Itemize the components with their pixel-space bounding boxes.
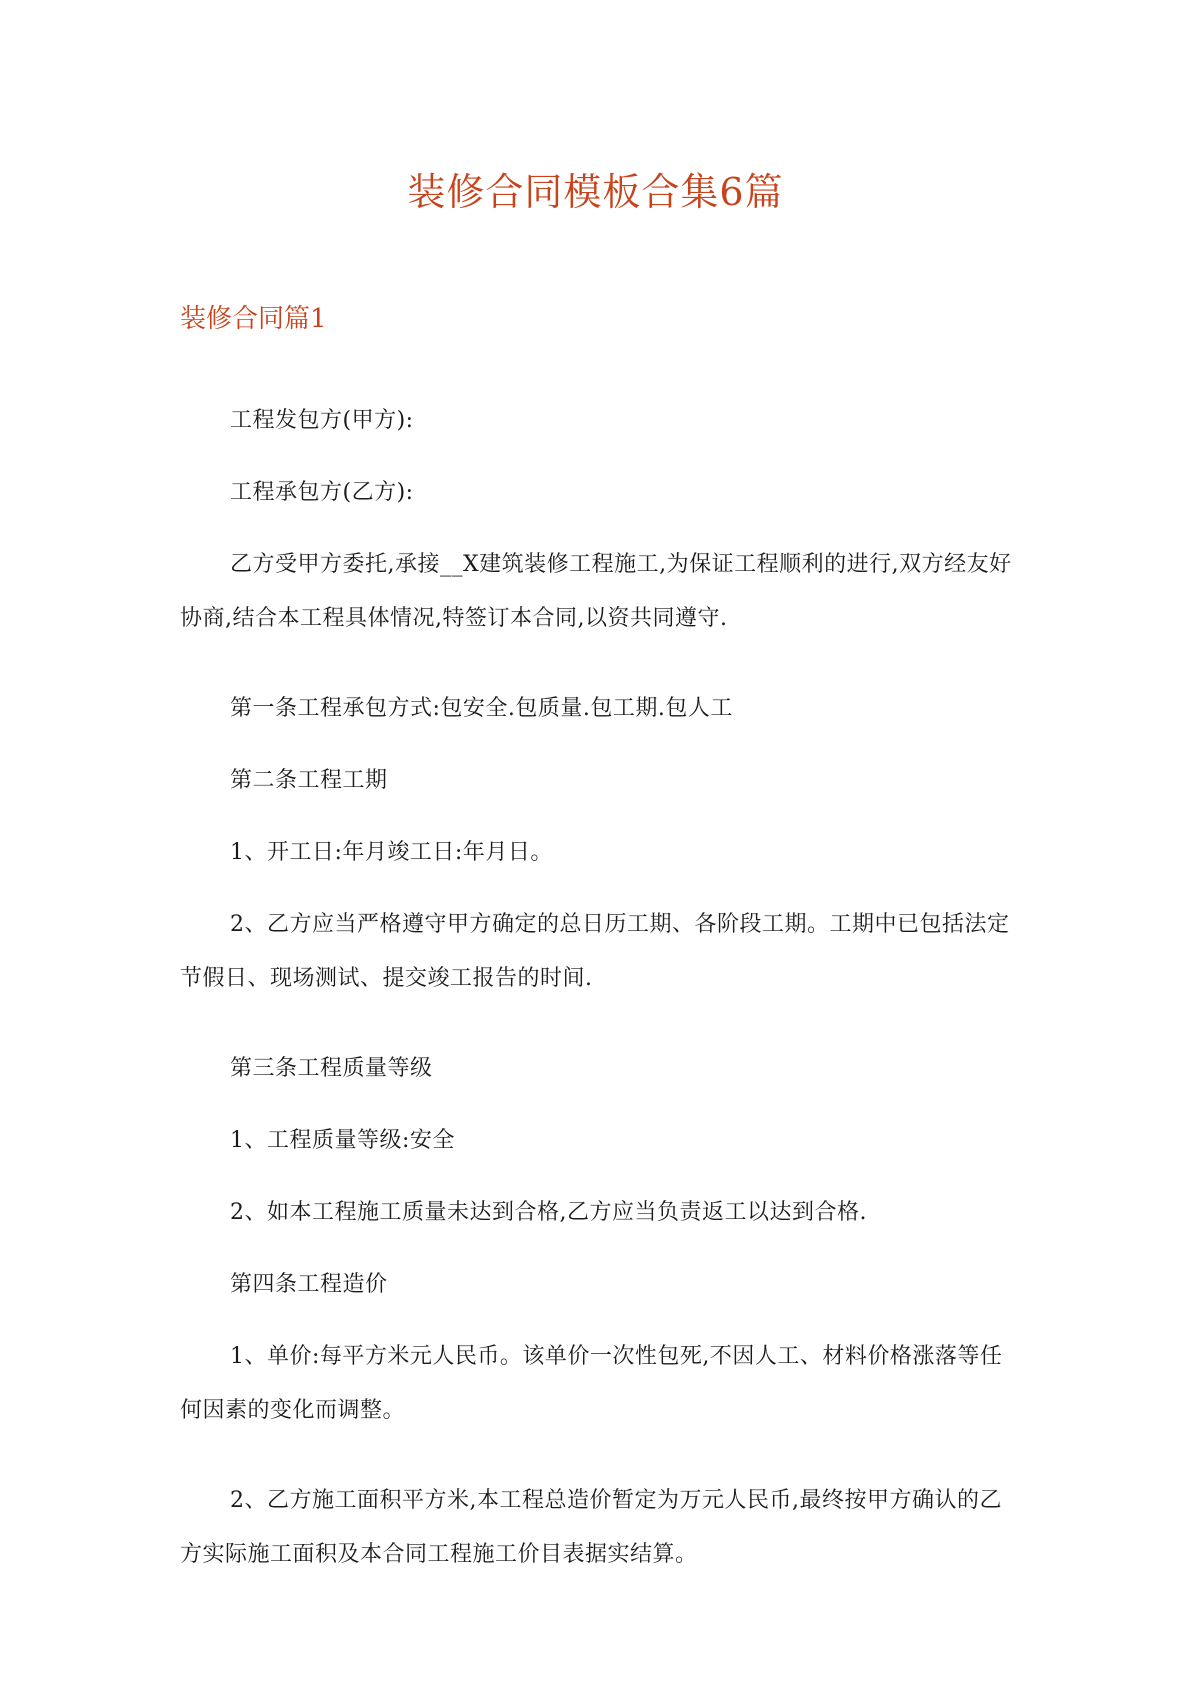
document-title: 装修合同模板合集6篇: [407, 170, 784, 214]
document-body: [180, 394, 1015, 1618]
paragraph-article-3-item-1: 1、工程质量等级:安全: [230, 1128, 455, 1153]
paragraph-article-2-item-1: 1、开工日:年月竣工日:年月日。: [230, 840, 553, 865]
paragraph-article-3-item-2: 2、如本工程施工质量未达到合格,乙方应当负责返工以达到合格.: [230, 1200, 867, 1225]
paragraph-party-a: 工程发包方(甲方):: [230, 408, 414, 433]
section-title: 装修合同篇1: [180, 304, 327, 334]
paragraph-article-1: 第一条工程承包方式:包安全.包质量.包工期.包人工: [230, 696, 733, 721]
paragraph-article-4-item-1: 1、单价:每平方米元人民币。该单价一次性包死,不因人工、材料价格涨落等任何因素的变化而调整。: [180, 1344, 1003, 1423]
paragraph-article-4-item-2: 2、乙方施工面积平方米,本工程总造价暂定为万元人民币,最终按甲方确认的乙方实际施工面积及本合同工程施工价目表据实结算。: [180, 1488, 1002, 1567]
paragraph-article-4-heading: 第四条工程造价: [230, 1272, 388, 1297]
paragraph-article-3-heading: 第三条工程质量等级: [230, 1056, 433, 1081]
paragraph-article-2-heading: 第二条工程工期: [230, 768, 388, 793]
paragraph-article-2-item-2: 2、乙方应当严格遵守甲方确定的总日历工期、各阶段工期。工期中已包括法定节假日、现场测试、提交竣工报告的时间.: [180, 912, 1010, 991]
paragraph-intro: 乙方受甲方委托,承接__X建筑装修工程施工,为保证工程顺利的进行,双方经友好协商,结合本工程具体情况,特签订本合同,以资共同遵守.: [180, 552, 1012, 631]
paragraph-party-b: 工程承包方(乙方):: [230, 480, 414, 505]
